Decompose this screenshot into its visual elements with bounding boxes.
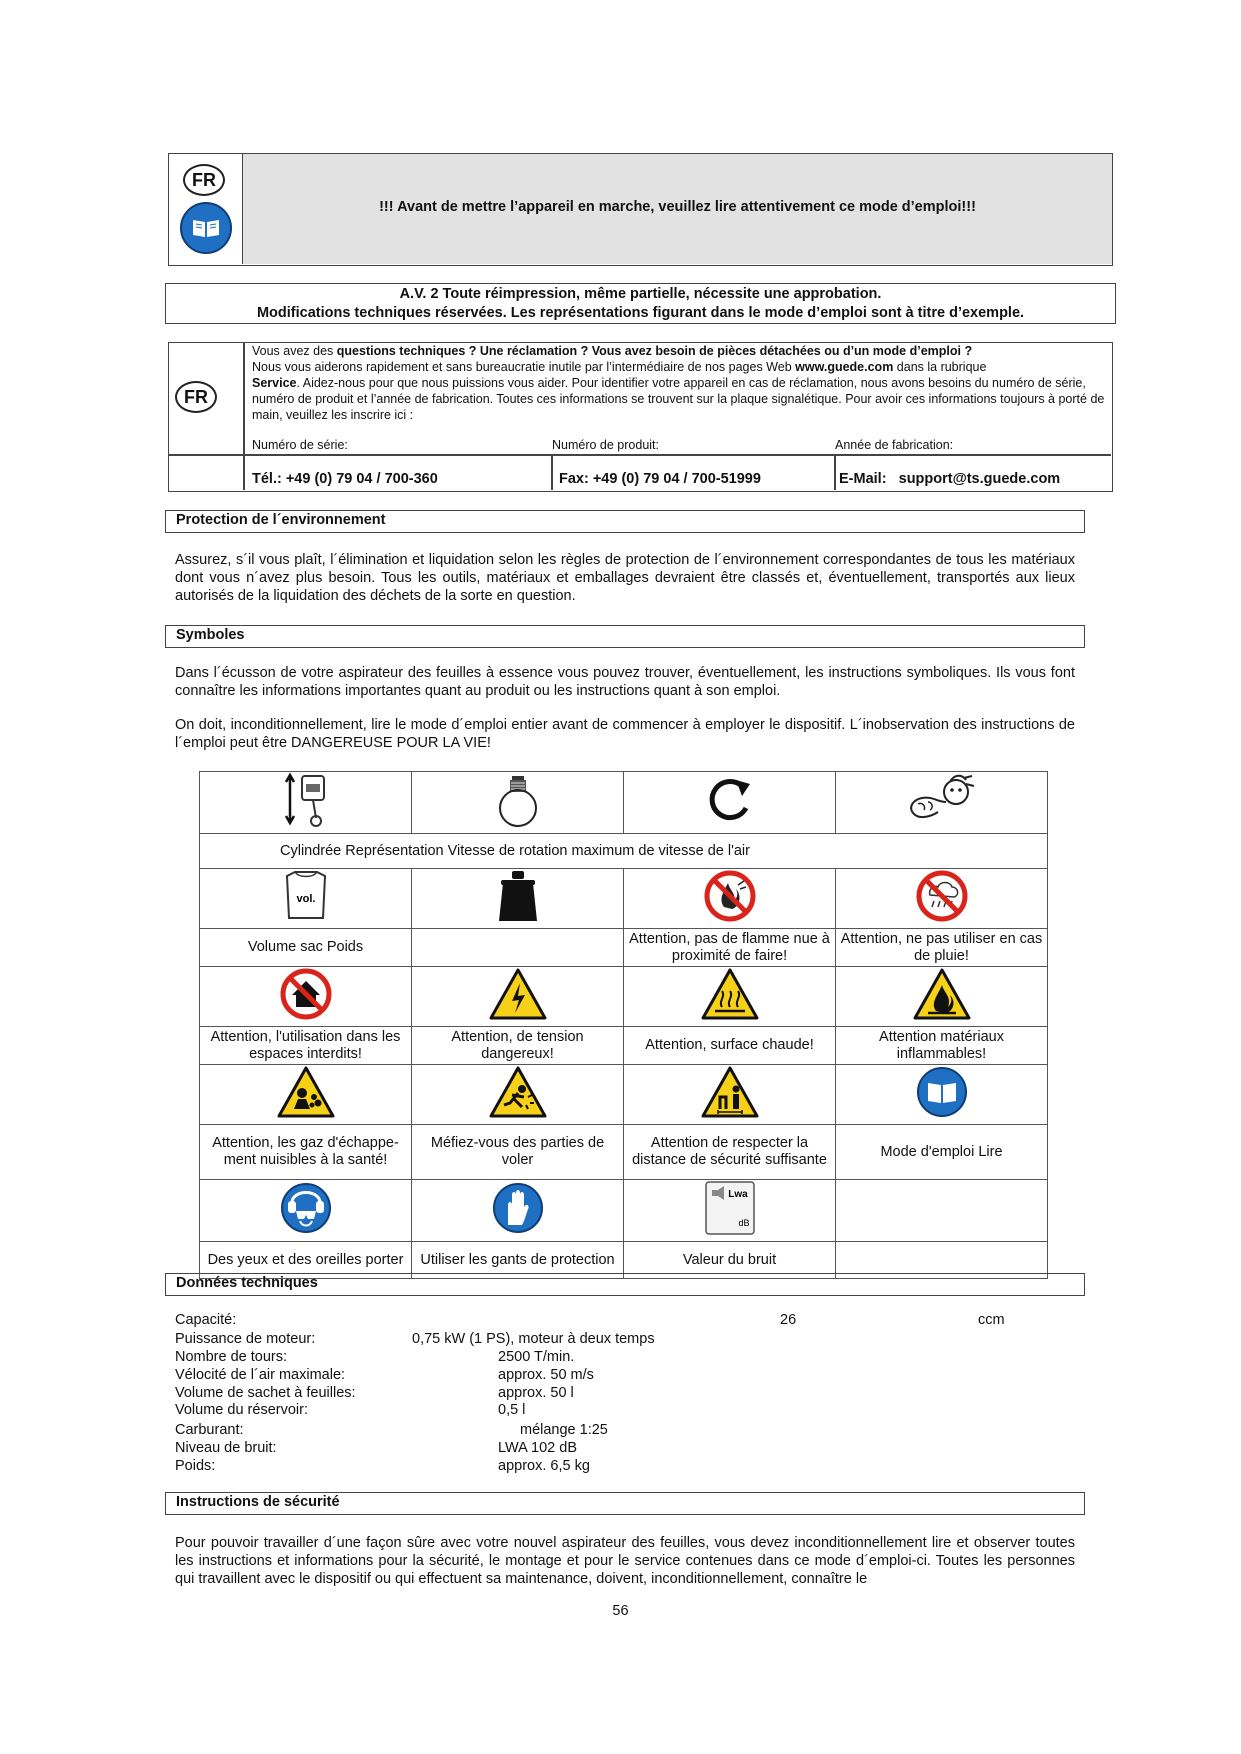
symbol-caption: Attention, l'utilisation dans les espaces interdits! xyxy=(200,1027,412,1065)
no-indoor-use-icon xyxy=(278,967,334,1021)
flying-parts-icon xyxy=(488,1065,548,1119)
lwa-label: Lwa xyxy=(727,1189,748,1200)
air-blower-icon xyxy=(902,772,982,828)
electric-hazard-icon xyxy=(488,967,548,1021)
protective-gloves-icon xyxy=(490,1181,546,1235)
tech-value: mélange 1:25 xyxy=(520,1422,608,1438)
symbol-caption xyxy=(412,929,624,967)
tech-value: approx. 50 m/s xyxy=(498,1367,594,1383)
reprint-line1: A.V. 2 Toute réimpression, même partielle, nécessite une approbation. xyxy=(399,286,882,302)
icon-cell xyxy=(624,772,836,834)
icon-cell xyxy=(624,967,836,1027)
symbol-caption: Attention, pas de flamme nue à proximité de faire! xyxy=(624,929,836,967)
icon-cell xyxy=(200,1065,412,1125)
rotation-speed-icon xyxy=(702,772,758,828)
tech-heading: Données techniques xyxy=(165,1273,1085,1296)
env-heading: Protection de l´environnement xyxy=(165,510,1085,533)
symbol-caption: Des yeux et des oreilles porter xyxy=(200,1242,412,1279)
page-number: 56 xyxy=(612,1603,629,1619)
tech-label: Volume de sachet à feuilles: xyxy=(175,1385,356,1401)
icon-cell xyxy=(200,967,412,1027)
icon-cell xyxy=(624,1065,836,1125)
email-row xyxy=(839,471,1060,487)
read-manual-icon xyxy=(180,202,232,254)
header-warning-text: !!! Avant de mettre l’appareil en marche, veuillez lire attentivement ce mode d’emploi!!! xyxy=(379,199,976,215)
db-label: dB xyxy=(737,1218,750,1228)
row1-caption: Cylindrée Représentation Vitesse de rotation maximum de vitesse de l'air xyxy=(280,842,750,859)
contact-row-divider xyxy=(169,454,1111,456)
symbol-caption: Volume sac Poids xyxy=(200,929,412,967)
contact-help-text: Nous vous aiderons rapidement et sans bureaucratie inutile par l’intermédiaire de nos pages Web xyxy=(252,360,796,374)
icon-cell xyxy=(624,869,836,929)
fr-badge-icon: FR xyxy=(183,164,225,196)
tech-value: 0,5 l xyxy=(498,1402,526,1418)
symbols-p1: Dans l´écusson de votre aspirateur des feuilles à essence vous pouvez trouver, éventuellement, les instructions symboliques. Ils vous font connaître les informations importantes quant au produit ou les instructions quant à son emploi. xyxy=(175,665,1075,699)
icon-cell xyxy=(412,1065,624,1125)
symbol-caption: Attention, ne pas utiliser en cas de pluie! xyxy=(836,929,1048,967)
row1-caption-cell xyxy=(200,834,1048,869)
icon-cell xyxy=(200,1180,412,1242)
no-open-flame-icon xyxy=(702,869,758,923)
tech-label: Niveau de bruit: xyxy=(175,1440,277,1456)
contact-question-prefix: Vous avez des xyxy=(252,344,337,358)
lightbulb-icon xyxy=(493,772,543,828)
tech-value: LWA 102 dB xyxy=(498,1440,577,1456)
icon-cell xyxy=(836,869,1048,929)
tel-number: Tél.: +49 (0) 79 04 / 700-360 xyxy=(252,471,438,487)
symbol-caption: Mode d'emploi Lire xyxy=(836,1125,1048,1180)
contact-service-text: . Aidez-nous pour que nous puissions vous aider. Pour identifier votre appareil en cas de réclamation, nous avons besoins du numéro de série, numéro de produit et l’année de fabrication. Toutes ces informations se trouvent sur la plaque signalétique. Pour avoir ces informations toujours à porté de main, veuillez les inscrire ici : xyxy=(252,376,1105,422)
tech-unit: ccm xyxy=(978,1312,1005,1328)
icon-cell xyxy=(412,1180,624,1242)
tech-row xyxy=(175,1312,236,1328)
serial-label: Numéro de série: xyxy=(252,438,348,452)
icon-cell xyxy=(412,869,624,929)
eye-ear-protection-icon xyxy=(278,1181,334,1235)
reprint-line2: Modifications techniques réservées. Les représentations figurant dans le mode d’emploi sont à titre d’exemple. xyxy=(256,305,1025,321)
tech-label: Volume du réservoir: xyxy=(175,1402,308,1418)
contact-question: questions techniques ? Une réclamation ? Vous avez besoin de pièces détachées ou d’un mode d’emploi ? xyxy=(336,344,973,358)
icon-cell xyxy=(200,869,412,929)
contact-text xyxy=(252,343,1107,423)
reprint-box xyxy=(165,283,1116,324)
header-box xyxy=(168,153,1113,266)
contact-help-text-end: dans la rubrique xyxy=(893,360,987,374)
year-label: Année de fabrication: xyxy=(835,438,954,452)
icon-cell xyxy=(836,1065,1048,1125)
noise-level-icon xyxy=(704,1180,756,1236)
fax-number: Fax: +49 (0) 79 04 / 700-51999 xyxy=(559,471,761,487)
icon-cell xyxy=(200,772,412,834)
symbol-caption: Attention, de tension dangereux! xyxy=(412,1027,624,1065)
contact-col-divider-2 xyxy=(834,454,836,490)
env-text: Assurez, s´il vous plaît, l´élimination et liquidation selon les règles de protection de l´environnement correspondantes de tous les matériaux dont vous n´avez plus besoin. Tous les outils, matériaux et emballages devraient être classés et, éventuellement, transportés aux lieux autorisés de la liquidation des déchets de la sorte en question. xyxy=(175,552,1075,604)
tech-label: Capacité: xyxy=(175,1312,237,1328)
toxic-exhaust-icon xyxy=(276,1065,336,1119)
service-label: Service xyxy=(252,376,297,390)
symbols-intro xyxy=(175,664,1075,752)
bag-volume-icon xyxy=(283,870,329,922)
symbol-caption: Attention, les gaz d'échappe-ment nuisibles à la santé! xyxy=(200,1125,412,1180)
tech-label: Nombre de tours: xyxy=(175,1349,288,1365)
weight-icon xyxy=(495,869,541,923)
tech-value: 0,75 kW (1 PS), moteur à deux temps xyxy=(412,1331,655,1347)
symbols-p2: On doit, inconditionnellement, lire le mode d´emploi entier avant de commencer à employer le dispositif. L´inobservation des instructions de l´emploi peut être DANGEREUSE POUR LA VIE! xyxy=(175,717,1075,751)
displacement-icon xyxy=(276,772,336,828)
symbol-caption: Valeur du bruit xyxy=(624,1242,836,1279)
symbol-caption: Utiliser les gants de protection xyxy=(412,1242,624,1279)
contact-icon-col xyxy=(243,343,245,490)
symbol-caption: Attention matériaux inflammables! xyxy=(836,1027,1048,1065)
contact-box xyxy=(168,342,1113,492)
email-label: E-Mail: xyxy=(839,471,887,487)
symbol-caption: Méfiez-vous des parties de voler xyxy=(412,1125,624,1180)
no-rain-icon xyxy=(914,869,970,923)
icon-cell xyxy=(836,967,1048,1027)
hot-surface-icon xyxy=(700,967,760,1021)
tech-label: Carburant: xyxy=(175,1422,244,1438)
read-manual-icon xyxy=(914,1065,970,1119)
product-label: Numéro de produit: xyxy=(552,438,660,452)
contact-col-divider-1 xyxy=(551,454,553,490)
icon-cell xyxy=(836,772,1048,834)
icon-cell xyxy=(624,1180,836,1242)
symbols-heading: Symboles xyxy=(165,625,1085,648)
tech-label: Vélocité de l´air maximale: xyxy=(175,1367,346,1383)
website-link[interactable]: www.guede.com xyxy=(795,360,894,374)
flammable-icon xyxy=(912,967,972,1021)
icon-cell xyxy=(412,967,624,1027)
vol-label: vol. xyxy=(296,893,315,905)
tech-value: 26 xyxy=(780,1312,797,1328)
fr-badge-icon: FR xyxy=(175,381,217,413)
tech-label: Puissance de moteur: xyxy=(175,1331,316,1347)
tech-label: Poids: xyxy=(175,1458,216,1474)
safety-distance-icon xyxy=(700,1065,760,1119)
symbol-caption: Attention, surface chaude! xyxy=(624,1027,836,1065)
symbols-table xyxy=(199,771,1048,1279)
email-address[interactable]: support@ts.guede.com xyxy=(898,471,1061,487)
icon-cell xyxy=(412,772,624,834)
symbol-caption: Attention de respecter la distance de sécurité suffisante xyxy=(624,1125,836,1180)
tech-value: 2500 T/min. xyxy=(498,1349,575,1365)
safety-text: Pour pouvoir travailler d´une façon sûre avec votre nouvel aspirateur des feuilles, vous devez inconditionnellement lire et observer toutes les instructions et informations pour la sécurité, le montage et pour le service contenues dans ce mode d´emploi-ci. Toutes les personnes qui travaillent avec le dispositif ou qui effectuent sa maintenance, doivent, inconditionnellement, connaître le xyxy=(175,1535,1075,1587)
tech-value: approx. 6,5 kg xyxy=(498,1458,590,1474)
safety-heading: Instructions de sécurité xyxy=(165,1492,1085,1515)
tech-value: approx. 50 l xyxy=(498,1385,574,1401)
icon-cell xyxy=(836,1180,1048,1242)
